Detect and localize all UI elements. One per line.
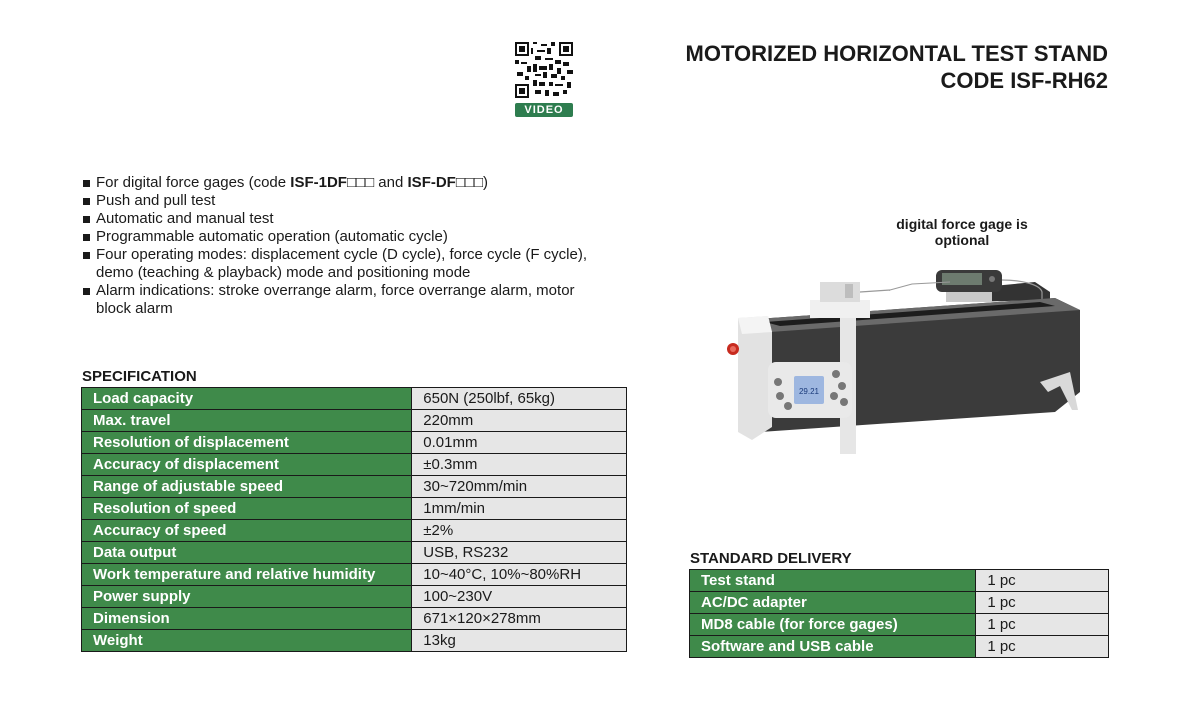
feature-item: Alarm indications: stroke overrange alarm, force overrange alarm, motor block alarm [82,282,602,318]
table-row: Accuracy of displacement ±0.3mm [82,454,627,476]
table-row: Test stand 1 pc [690,570,1109,592]
feature-item: Push and pull test [82,192,602,210]
table-row: MD8 cable (for force gages) 1 pc [690,614,1109,636]
qr-code-icon [515,42,573,98]
feature-item: Four operating modes: displacement cycle (D cycle), force cycle (F cycle), demo (teaching & playback) mode and positioning mode [82,246,602,282]
table-row: AC/DC adapter 1 pc [690,592,1109,614]
standard-delivery-table [689,569,1109,658]
title-line-1: MOTORIZED HORIZONTAL TEST STAND [685,41,1108,66]
table-row: Dimension 671×120×278mm [82,608,627,630]
table-row: Range of adjustable speed 30~720mm/min [82,476,627,498]
title-line-2: CODE ISF-RH62 [940,68,1108,93]
table-row: Max. travel 220mm [82,410,627,432]
table-row: Work temperature and relative humidity 10~40°C, 10%~80%RH [82,564,627,586]
feature-item: Programmable automatic operation (automatic cycle) [82,228,602,246]
svg-text:29.21: 29.21 [798,387,820,396]
table-row: Resolution of displacement 0.01mm [82,432,627,454]
video-qr-code[interactable] [515,42,573,117]
standard-delivery-heading: STANDARD DELIVERY [690,550,852,567]
table-row: Software and USB cable 1 pc [690,636,1109,658]
table-row: Load capacity 650N (250lbf, 65kg) [82,388,627,410]
table-row: Resolution of speed 1mm/min [82,498,627,520]
table-row: Weight 13kg [82,630,627,652]
table-row: Power supply 100~230V [82,586,627,608]
table-row: Data output USB, RS232 [82,542,627,564]
feature-list [82,174,602,318]
feature-item: For digital force gages (code ISF-1DF□□□ and ISF-DF□□□) [82,174,602,192]
test-stand-image [720,262,1090,462]
specification-table [81,387,627,652]
video-label: VIDEO [515,103,573,117]
table-row: Accuracy of speed ±2% [82,520,627,542]
product-title [686,40,1108,94]
feature-item: Automatic and manual test [82,210,602,228]
image-caption: digital force gage is optional [896,216,1028,248]
specification-heading: SPECIFICATION [82,368,197,385]
